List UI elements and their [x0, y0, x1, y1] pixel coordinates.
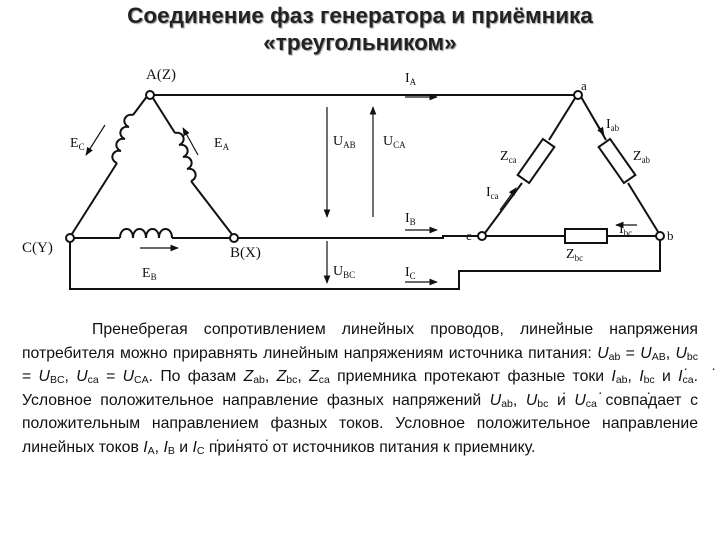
label-node-A: A(Z) [146, 67, 176, 83]
arrow-i-ab [590, 112, 604, 135]
label-i-ab: $I_{ab}$ [606, 117, 620, 133]
title-line-1: Соединение фаз генератора и приёмника [127, 3, 593, 28]
label-node-a: a [581, 78, 587, 93]
page-title [0, 2, 720, 56]
node-c-load [478, 232, 486, 240]
label-i-ca: $I_{ca}$ [486, 185, 499, 201]
label-i-a: $I_A$ [405, 71, 417, 87]
label-i-c: $I_C$ [405, 265, 416, 281]
winding-ca-icon [112, 115, 133, 163]
label-node-b: b [667, 228, 674, 243]
label-u-bc: $U_{BC}$ [333, 264, 356, 280]
label-z-bc: $Z_{bc}$ [566, 247, 584, 263]
node-b-generator [230, 234, 238, 242]
title-line-2: «треугольником» [263, 30, 457, 55]
winding-bc-icon [120, 229, 172, 238]
impedance-zbc [565, 229, 607, 243]
label-i-b: $I_B$ [405, 211, 416, 227]
label-i-bc: $I_{bc}$ [619, 222, 633, 238]
arrow-emf-a [183, 128, 198, 155]
node-a-generator [146, 91, 154, 99]
label-node-c: c [466, 228, 472, 243]
label-emf-a: $E_A$ [214, 136, 230, 152]
load-branch-ca [549, 95, 577, 140]
label-node-B: B(X) [230, 245, 261, 261]
label-emf-c: $E_C$ [70, 136, 85, 152]
generator-branch-a [133, 95, 148, 115]
label-u-ca: $U_{CA}$ [383, 134, 406, 150]
generator-branch-b [151, 95, 175, 133]
label-z-ab: $Z_{ab}$ [633, 149, 651, 165]
arrow-i-ca [500, 188, 516, 210]
delta-circuit-diagram [0, 55, 720, 300]
explanation-paragraph: Пренебрегая сопротивлением линейных проводов, линейные напряжения потребителя можно приравнять линейным напряжениям источника питания: $U_{ab} = U_{AB}$, $U_{bc} = U_{BC}$, $U_{ca} = U_{CA}$. По фазам $Z_{ab}$, $Z_{bc}$, $Z_{ca}$ приемника протекают фазные токи · $I_{ab}$, · $I_{bc}$ $и \cdot I_{ca}$. Условное положительное направление фазных напряжений · $U_{ab}$, · $U_{bc}$ $и \cdot U_{ca}$ совпадает с положительным направлением фазных токов. Условное положительное направление линейных токов · $I_A$, · $I_B$ $и \cdot I_C$ принято от источников питания к приемнику. [22, 318, 698, 460]
impedance-zca [518, 139, 555, 183]
impedance-zab [599, 139, 636, 183]
arrow-emf-c [86, 125, 105, 155]
line-wire-c [70, 238, 660, 289]
node-b-load [656, 232, 664, 240]
winding-ab-icon [175, 133, 196, 181]
label-emf-b: $E_B$ [142, 266, 157, 282]
label-node-C: C(Y) [22, 240, 53, 256]
label-z-ca: $Z_{ca}$ [500, 149, 517, 165]
label-u-ab: $U_{AB}$ [333, 134, 356, 150]
node-c-generator [66, 234, 74, 242]
